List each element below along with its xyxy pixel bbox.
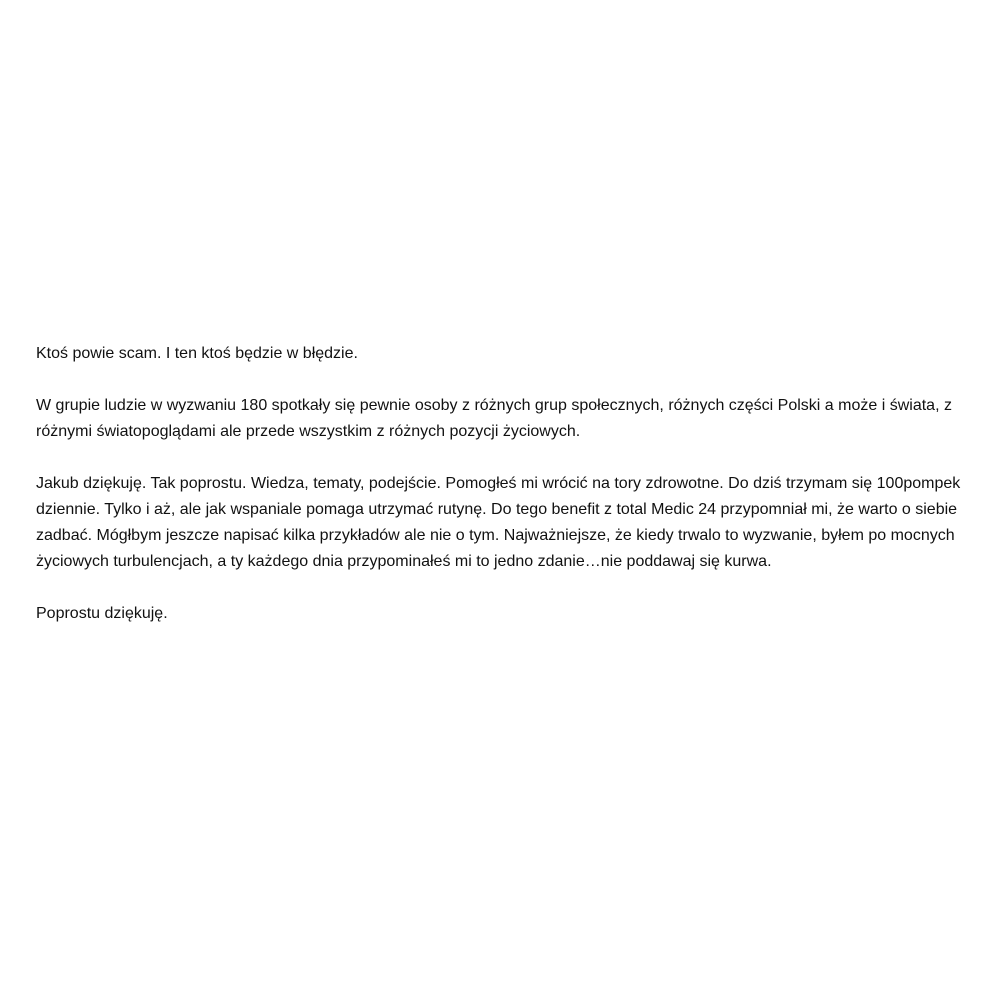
paragraph-thanks-body: Jakub dziękuję. Tak poprostu. Wiedza, tematy, podejście. Pomogłeś mi wrócić na tory zdrowotne. Do dziś trzymam się 100pompek dziennie. Tylko i aż, ale jak wspaniale pomaga utrzymać rutynę. Do tego benefit z total Medic 24 przypomniał mi, że warto o siebie zadbać. Mógłbym jeszcze napisać kilka przykładów ale nie o tym. Najważniejsze, że kiedy trwalo to wyzwanie, byłem po mocnych życiowych turbulencjach, a ty każdego dnia przypominałeś mi to jedno zdanie…nie poddawaj się kurwa.	[36, 475, 961, 570]
testimonial-text	[36, 341, 980, 653]
paragraph-closing: Poprostu dziękuję.	[36, 605, 168, 622]
paragraph-group-description: W grupie ludzie w wyzwaniu 180 spotkały się pewnie osoby z różnych grup społecznych, różnych części Polski a może i świata, z różnymi światopoglądami ale przede wszystkim z różnych pozycji życiowych.	[36, 397, 952, 440]
paragraph-opening: Ktoś powie scam. I ten ktoś będzie w błędzie.	[36, 345, 358, 362]
